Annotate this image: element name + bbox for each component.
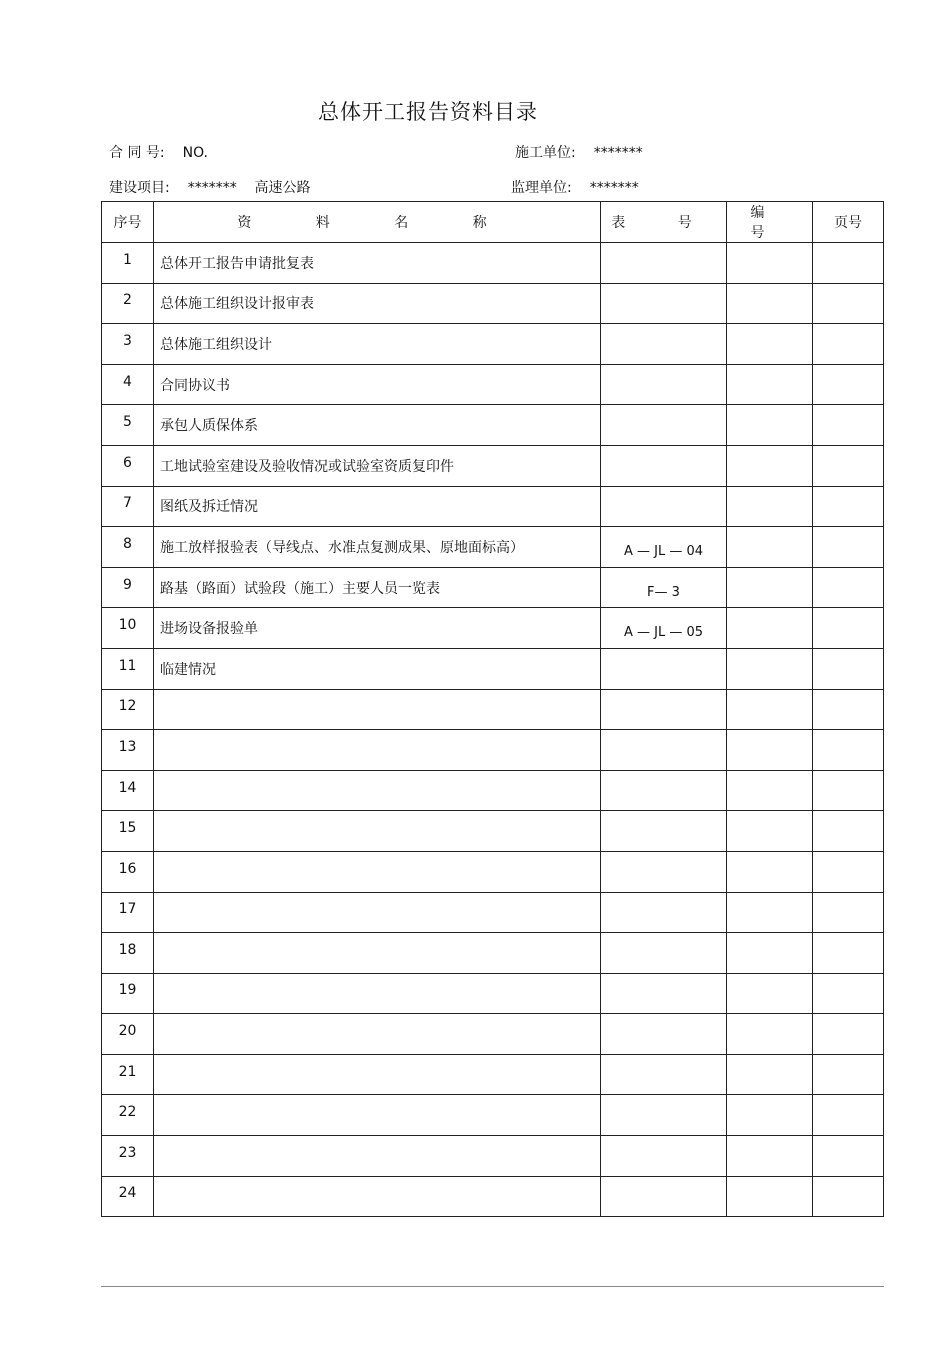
row-number-cell <box>102 933 154 974</box>
row-name: 进场设备报验单 <box>160 621 258 638</box>
table-row <box>102 770 884 811</box>
row-code-cell <box>727 892 813 933</box>
row-name <box>154 985 160 1001</box>
row-name: 总体施工组织设计 <box>160 336 272 353</box>
row-number-cell <box>102 567 154 608</box>
row-name-cell <box>154 770 601 811</box>
row-number-cell <box>102 445 154 486</box>
row-number: 1 <box>123 251 132 268</box>
row-name: 临建情况 <box>160 661 216 678</box>
row-code-cell <box>727 973 813 1014</box>
row-number-cell <box>102 527 154 568</box>
row-code-cell <box>727 324 813 365</box>
row-name-cell <box>154 1054 601 1095</box>
table-row <box>102 324 884 365</box>
row-page-cell <box>813 811 884 852</box>
row-number-cell <box>102 1095 154 1136</box>
row-code-cell <box>727 770 813 811</box>
row-number-cell <box>102 364 154 405</box>
contract-no-value: NO. <box>182 145 208 161</box>
row-page-cell <box>813 608 884 649</box>
row-page-cell <box>813 283 884 324</box>
row-code-cell <box>727 283 813 324</box>
row-name-cell <box>154 648 601 689</box>
row-page-cell <box>813 243 884 284</box>
row-name-cell <box>154 851 601 892</box>
row-form-cell <box>601 1054 727 1095</box>
row-number-cell <box>102 243 154 284</box>
row-name-cell <box>154 567 601 608</box>
table-row <box>102 811 884 852</box>
row-name-cell <box>154 973 601 1014</box>
row-name: 总体施工组织设计报审表 <box>160 296 314 313</box>
row-page-cell <box>813 486 884 527</box>
header-code <box>727 202 813 243</box>
table-row <box>102 1136 884 1177</box>
row-page-cell <box>813 1136 884 1177</box>
row-name: 图纸及拆迁情况 <box>160 499 258 516</box>
row-form-cell <box>601 1136 727 1177</box>
row-name: 路基（路面）试验段（施工）主要人员一览表 <box>160 580 440 597</box>
header-no: 序号 <box>102 202 154 243</box>
row-name <box>154 823 160 839</box>
row-number-cell <box>102 1176 154 1217</box>
row-number-cell <box>102 1014 154 1055</box>
row-number: 16 <box>118 860 137 877</box>
row-page-cell <box>813 770 884 811</box>
row-number: 13 <box>118 738 137 755</box>
row-number: 9 <box>123 576 132 593</box>
row-number-cell <box>102 730 154 771</box>
row-number: 2 <box>123 292 132 309</box>
row-name <box>154 742 160 758</box>
row-name <box>154 864 160 880</box>
table-row <box>102 243 884 284</box>
row-form-cell <box>601 445 727 486</box>
row-form-cell <box>601 486 727 527</box>
row-page-cell <box>813 1095 884 1136</box>
row-page-cell <box>813 527 884 568</box>
row-code-cell <box>727 364 813 405</box>
row-name <box>154 701 160 717</box>
row-name-cell <box>154 527 601 568</box>
row-name <box>154 1107 160 1123</box>
row-form-cell <box>601 364 727 405</box>
table-body <box>102 243 884 1217</box>
row-name-cell <box>154 1014 601 1055</box>
table-row <box>102 892 884 933</box>
row-form-cell <box>601 770 727 811</box>
row-number: 18 <box>118 941 137 958</box>
row-form: A — JL — 05 <box>623 625 704 641</box>
row-code-cell <box>727 608 813 649</box>
row-number-cell <box>102 608 154 649</box>
row-number-cell <box>102 324 154 365</box>
row-page-cell <box>813 364 884 405</box>
project <box>109 177 311 197</box>
row-number: 19 <box>118 982 137 999</box>
row-number: 6 <box>123 454 132 471</box>
supervisor-unit <box>511 177 639 197</box>
row-name-cell <box>154 243 601 284</box>
table-row <box>102 689 884 730</box>
row-name <box>154 904 160 920</box>
row-number: 5 <box>123 414 132 431</box>
row-name-cell <box>154 730 601 771</box>
row-name-cell <box>154 405 601 446</box>
row-number-cell <box>102 973 154 1014</box>
row-form-cell <box>601 689 727 730</box>
row-form-cell <box>601 608 727 649</box>
row-form: F— 3 <box>647 584 680 600</box>
row-name-cell <box>154 892 601 933</box>
row-number-cell <box>102 1136 154 1177</box>
row-form: A — JL — 04 <box>623 543 704 559</box>
table-row <box>102 486 884 527</box>
row-form-cell <box>601 730 727 771</box>
row-form-cell <box>601 1095 727 1136</box>
row-code-cell <box>727 486 813 527</box>
table-row <box>102 1054 884 1095</box>
row-number: 11 <box>118 657 137 674</box>
construction-unit-value: ******* <box>593 145 643 161</box>
row-name <box>154 1148 160 1164</box>
row-number-cell <box>102 486 154 527</box>
row-number: 24 <box>118 1185 137 1202</box>
row-code-cell <box>727 1014 813 1055</box>
row-page-cell <box>813 567 884 608</box>
row-page-cell <box>813 689 884 730</box>
row-name-cell <box>154 1136 601 1177</box>
row-number: 3 <box>123 332 132 349</box>
contract-no-label: 合 同 号: <box>109 145 165 161</box>
row-page-cell <box>813 648 884 689</box>
row-number: 12 <box>118 698 137 715</box>
row-page-cell <box>813 1176 884 1217</box>
table-row <box>102 445 884 486</box>
row-code-cell <box>727 648 813 689</box>
row-name-cell <box>154 933 601 974</box>
header-form <box>601 202 727 243</box>
supervisor-unit-label: 监理单位: <box>511 180 572 196</box>
row-code-cell <box>727 445 813 486</box>
row-page-cell <box>813 933 884 974</box>
row-form-cell <box>601 892 727 933</box>
table-row <box>102 527 884 568</box>
row-code-cell <box>727 730 813 771</box>
row-page-cell <box>813 851 884 892</box>
row-page-cell <box>813 1014 884 1055</box>
project-label: 建设项目: <box>109 180 170 196</box>
row-page-cell <box>813 973 884 1014</box>
row-number-cell <box>102 689 154 730</box>
row-form-cell <box>601 933 727 974</box>
table-row <box>102 567 884 608</box>
row-page-cell <box>813 445 884 486</box>
row-number: 8 <box>123 535 132 552</box>
row-form-cell <box>601 283 727 324</box>
row-form-cell <box>601 527 727 568</box>
row-form-cell <box>601 1014 727 1055</box>
document-index-table <box>101 201 884 1217</box>
construction-unit-label: 施工单位: <box>515 145 576 161</box>
row-code-cell <box>727 1136 813 1177</box>
row-number-cell <box>102 851 154 892</box>
row-name: 总体开工报告申请批复表 <box>160 255 314 272</box>
table-row <box>102 648 884 689</box>
row-name: 合同协议书 <box>160 377 230 394</box>
supervisor-unit-value: ******* <box>589 180 639 196</box>
row-page-cell <box>813 324 884 365</box>
row-code-cell <box>727 527 813 568</box>
row-number: 7 <box>123 495 132 512</box>
row-form-cell <box>601 243 727 284</box>
row-code-cell <box>727 243 813 284</box>
row-name-cell <box>154 1095 601 1136</box>
project-value: ******* 高速公路 <box>187 180 311 196</box>
row-number-cell <box>102 811 154 852</box>
row-form-cell <box>601 811 727 852</box>
header-name <box>154 202 601 243</box>
row-page-cell <box>813 892 884 933</box>
row-name <box>154 1067 160 1083</box>
header-code-text: 编 号 <box>750 205 789 241</box>
row-name: 工地试验室建设及验收情况或试验室资质复印件 <box>160 458 454 475</box>
row-name-cell <box>154 486 601 527</box>
row-number-cell <box>102 892 154 933</box>
table-row <box>102 851 884 892</box>
row-number: 10 <box>118 617 137 634</box>
row-number: 21 <box>118 1063 137 1080</box>
construction-unit <box>515 142 643 162</box>
row-form-cell <box>601 851 727 892</box>
row-number: 17 <box>118 901 137 918</box>
row-name-cell <box>154 689 601 730</box>
table-row <box>102 933 884 974</box>
row-name <box>154 945 160 961</box>
row-number-cell <box>102 770 154 811</box>
row-number: 4 <box>123 373 132 390</box>
row-code-cell <box>727 1095 813 1136</box>
table-row <box>102 730 884 771</box>
row-code-cell <box>727 405 813 446</box>
table-row <box>102 364 884 405</box>
row-name-cell <box>154 445 601 486</box>
page-title: 总体开工报告资料目录 <box>318 100 538 124</box>
row-name-cell <box>154 608 601 649</box>
row-name-cell <box>154 1176 601 1217</box>
header-name-text: 资 料 名 称 <box>237 215 517 231</box>
row-name-cell <box>154 364 601 405</box>
table-header-row <box>102 202 884 243</box>
table-row <box>102 608 884 649</box>
header-page: 页号 <box>813 202 884 243</box>
row-code-cell <box>727 851 813 892</box>
row-name <box>154 783 160 799</box>
row-number: 22 <box>118 1104 137 1121</box>
row-code-cell <box>727 1054 813 1095</box>
row-number: 23 <box>118 1144 137 1161</box>
row-code-cell <box>727 811 813 852</box>
row-form-cell <box>601 973 727 1014</box>
table-row <box>102 405 884 446</box>
row-form-cell <box>601 567 727 608</box>
table-row <box>102 1095 884 1136</box>
row-name: 施工放样报验表（导线点、水准点复测成果、原地面标高） <box>160 539 524 556</box>
row-code-cell <box>727 689 813 730</box>
row-name-cell <box>154 324 601 365</box>
row-form-cell <box>601 405 727 446</box>
footer-divider <box>101 1286 884 1287</box>
row-page-cell <box>813 405 884 446</box>
row-number-cell <box>102 648 154 689</box>
row-page-cell <box>813 730 884 771</box>
row-number: 15 <box>118 820 137 837</box>
row-code-cell <box>727 933 813 974</box>
row-name: 承包人质保体系 <box>160 418 258 435</box>
row-code-cell <box>727 1176 813 1217</box>
row-number: 20 <box>118 1023 137 1040</box>
row-form-cell <box>601 1176 727 1217</box>
row-code-cell <box>727 567 813 608</box>
table-row <box>102 973 884 1014</box>
row-name-cell <box>154 283 601 324</box>
header-form-text: 表 号 <box>611 215 716 231</box>
row-form-cell <box>601 648 727 689</box>
row-form-cell <box>601 324 727 365</box>
row-name <box>154 1188 160 1204</box>
table-row <box>102 1176 884 1217</box>
table-row <box>102 1014 884 1055</box>
row-number-cell <box>102 283 154 324</box>
row-name-cell <box>154 811 601 852</box>
contract-no <box>109 142 208 162</box>
row-page-cell <box>813 1054 884 1095</box>
row-number: 14 <box>118 779 137 796</box>
row-number-cell <box>102 1054 154 1095</box>
row-number-cell <box>102 405 154 446</box>
table-row <box>102 283 884 324</box>
row-name <box>154 1026 160 1042</box>
